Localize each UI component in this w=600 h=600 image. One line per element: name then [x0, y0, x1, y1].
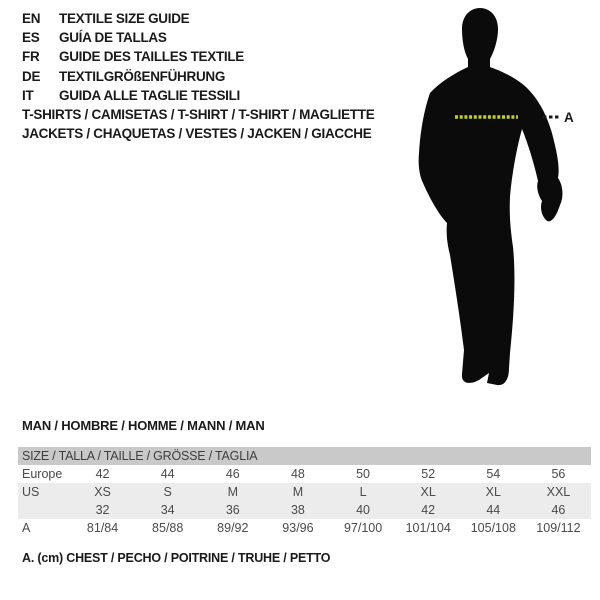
language-label: GUIDE DES TAILLES TEXTILE [59, 49, 245, 65]
language-label: GUIDA ALLE TAGLIE TESSILI [59, 87, 240, 103]
tshirts-line: T-SHIRTS / CAMISETAS / T-SHIRT / T-SHIRT / MAGLIETTE [22, 107, 375, 122]
size-cell: L [359, 485, 367, 499]
measurement-footnote: A. (cm) CHEST / PECHO / POITRINE / TRUHE / PETTO [22, 551, 331, 565]
size-table-header: SIZE / TALLA / TAILLE / GRÖSSE / TAGLIA [18, 447, 591, 465]
language-code: ES [22, 30, 40, 46]
size-cell: S [163, 485, 172, 499]
language-label: TEXTILE SIZE GUIDE [59, 11, 190, 26]
language-row [22, 86, 244, 105]
language-row [22, 9, 244, 28]
size-cell: 105/108 [470, 521, 516, 535]
size-cell: 101/104 [405, 521, 451, 535]
size-cell: 32 [95, 503, 110, 517]
size-cell: 42 [95, 467, 110, 481]
language-row [22, 67, 244, 86]
table-row-us-numeric [18, 501, 591, 519]
size-cell: 34 [160, 503, 175, 517]
size-row-label: US [22, 485, 40, 499]
gender-heading: MAN / HOMBRE / HOMME / MANN / MAN [22, 418, 265, 433]
language-list [22, 9, 244, 105]
size-cell: 85/88 [152, 521, 184, 535]
man-silhouette-icon [415, 5, 580, 395]
language-code: EN [22, 11, 41, 26]
language-label: TEXTILGRÖßENFÜHRUNG [59, 68, 226, 84]
size-cell: XL [420, 485, 436, 499]
language-row [22, 47, 244, 66]
size-cell: XS [94, 485, 111, 499]
jackets-line: JACKETS / CHAQUETAS / VESTES / JACKEN / GIACCHE [22, 126, 372, 142]
language-label: GUÍA DE TALLAS [59, 30, 167, 46]
size-cell: 109/112 [536, 521, 581, 535]
size-cell: 54 [486, 467, 501, 481]
size-cell: M [292, 485, 304, 499]
measure-label-a: A [564, 110, 574, 125]
size-cell: 46 [551, 503, 566, 517]
size-cell: 48 [290, 467, 305, 481]
man-silhouette-figure [415, 5, 580, 395]
size-cell: XL [485, 485, 501, 499]
size-cell: 44 [160, 467, 175, 481]
size-cell: 42 [421, 503, 436, 517]
table-row-chest-cm [18, 519, 591, 537]
size-cell: 93/96 [282, 521, 314, 535]
table-row-europe [18, 465, 591, 483]
table-row-us-letter [18, 483, 591, 501]
size-cell: 50 [356, 467, 371, 481]
size-cell: 46 [225, 467, 240, 481]
size-cell: 38 [290, 503, 305, 517]
language-code: FR [22, 49, 40, 65]
size-cell: 89/92 [217, 521, 249, 535]
language-row [22, 28, 244, 47]
size-cell: M [227, 485, 239, 499]
size-cell: 97/100 [343, 521, 383, 535]
size-cell: XXL [546, 485, 571, 499]
man-body-shape [419, 8, 563, 385]
size-row-label: Europe [22, 467, 63, 481]
language-code: DE [22, 68, 41, 84]
size-cell: 81/84 [86, 521, 119, 535]
garment-categories [22, 105, 374, 143]
size-cell: 56 [551, 467, 566, 481]
size-cell: 36 [225, 503, 240, 517]
size-row-label: A [22, 521, 31, 535]
size-cell: 40 [356, 503, 371, 517]
size-table [18, 447, 591, 537]
size-cell: 52 [421, 467, 436, 481]
language-code: IT [22, 87, 34, 103]
size-cell: 44 [486, 503, 501, 517]
size-row-label [18, 501, 70, 519]
